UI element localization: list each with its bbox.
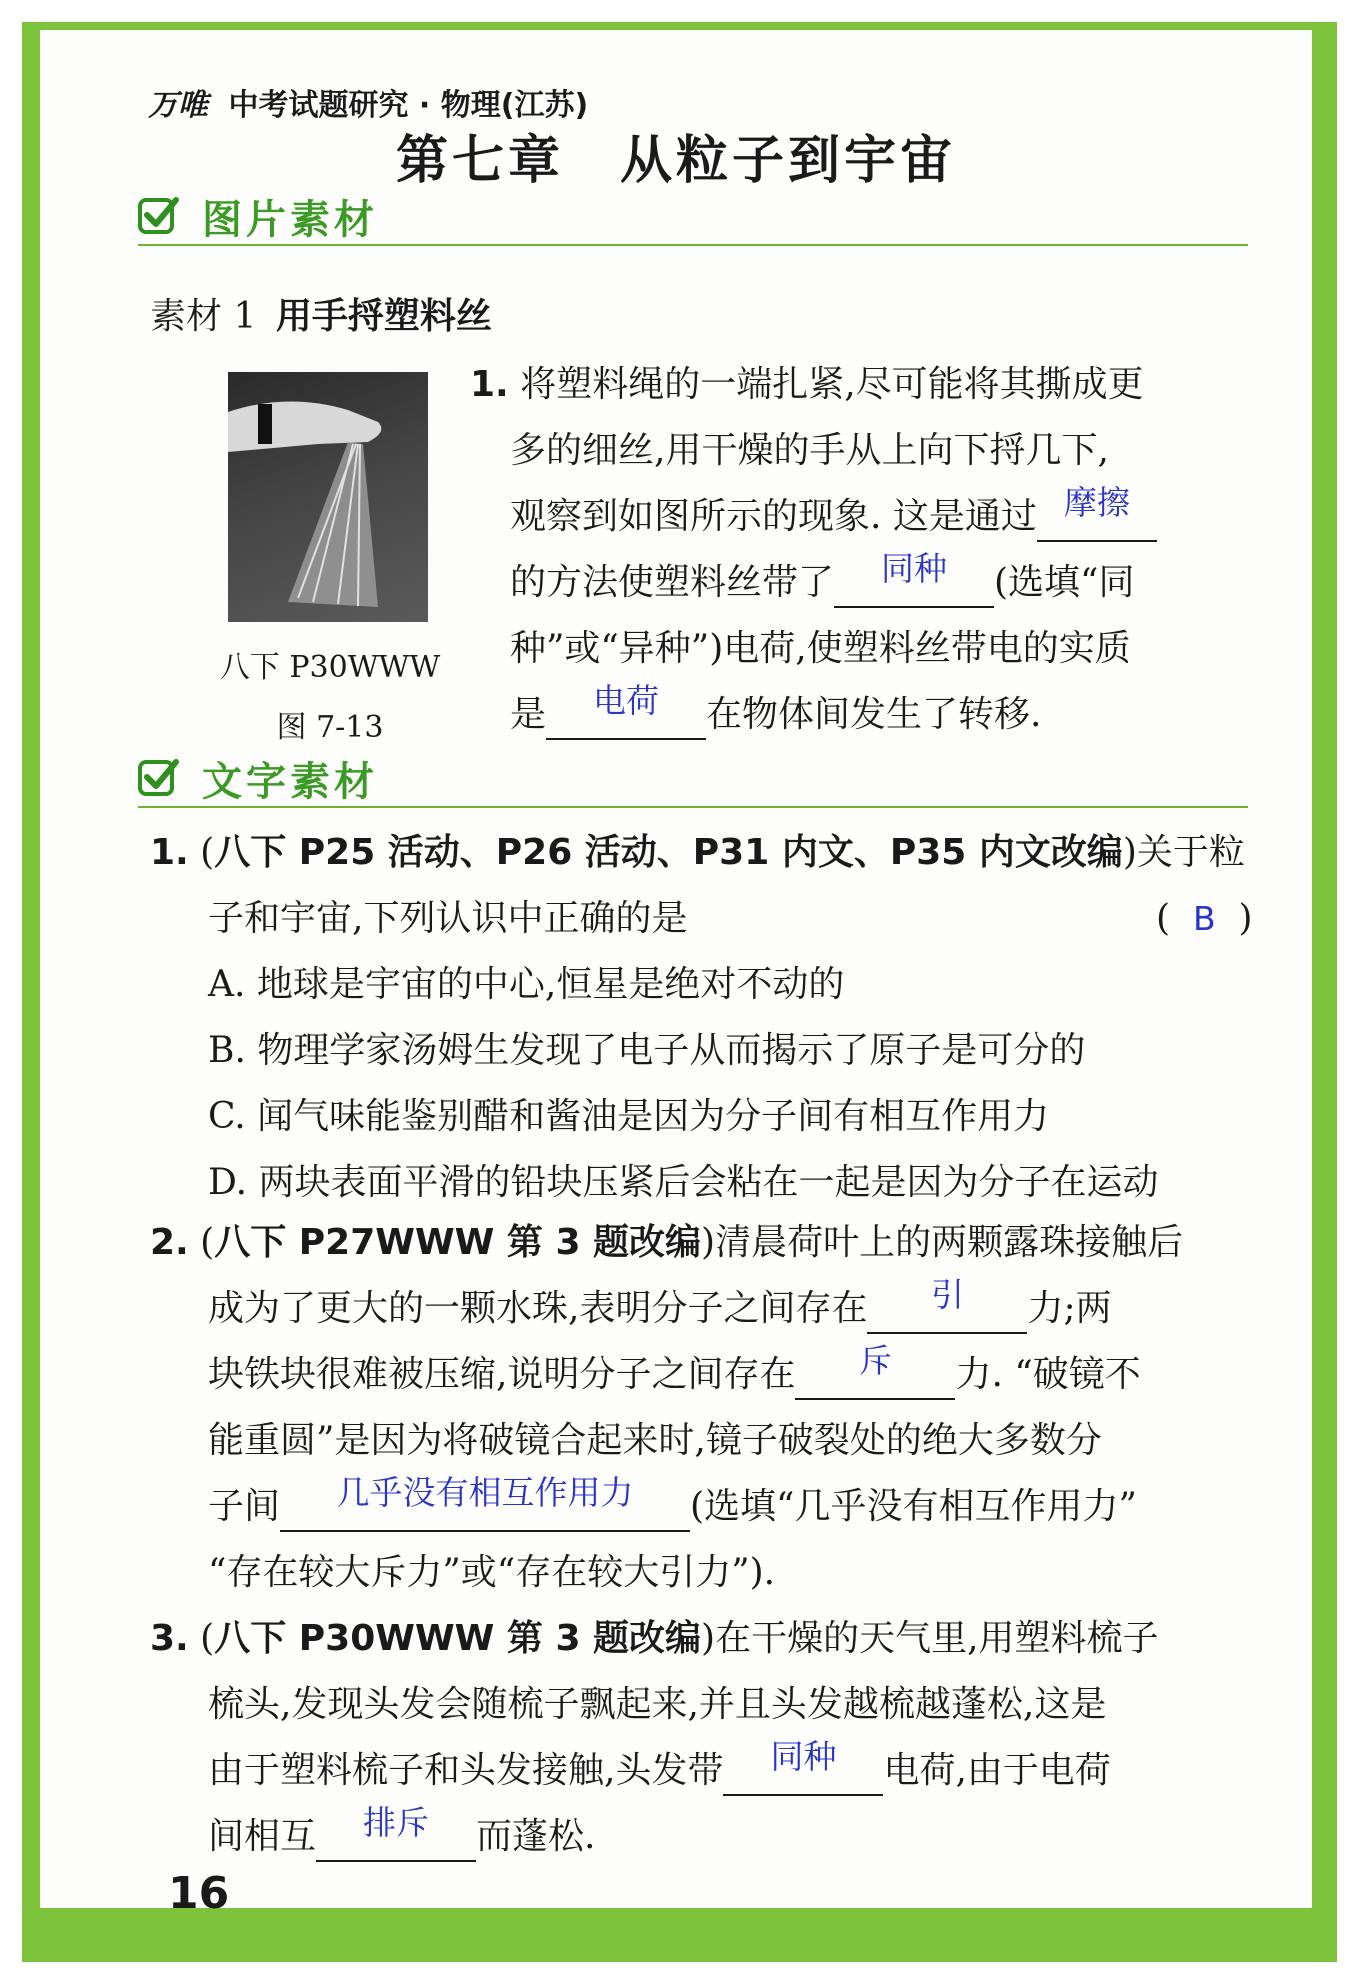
handwritten-answer: 摩擦 xyxy=(1063,483,1130,522)
question-text: (选填“几乎没有相互作用力” xyxy=(690,1486,1137,1527)
question-text: (选填“同 xyxy=(994,562,1135,603)
bracket-open: ( xyxy=(1156,898,1171,939)
material-question-1 xyxy=(470,352,1270,748)
question-text: 力. “破镜不 xyxy=(955,1354,1141,1395)
question-text: 在干燥的天气里,用塑料梳子 xyxy=(715,1618,1159,1659)
section-picture xyxy=(138,188,1248,246)
question-line: 多的细丝,用干燥的手从上向下捋几下, xyxy=(510,430,1109,471)
question-text: 而蓬松. xyxy=(476,1816,596,1857)
answer-blank xyxy=(723,1737,883,1796)
question-1: 1. (八下 P25 活动、P26 活动、P31 内文、P35 内文改编)关于粒 子和宇宙,下列认识中正确的是 ( B ) xyxy=(150,820,1270,952)
checkbox-icon xyxy=(138,756,180,798)
question-text: 在物体间发生了转移. xyxy=(706,694,1042,735)
material-title: 用手捋塑料丝 xyxy=(275,296,492,337)
page-number: 16 xyxy=(168,1868,230,1919)
question-text: 是 xyxy=(510,694,547,735)
question-text: 关于粒 xyxy=(1136,832,1245,873)
handwritten-answer: 几乎没有相互作用力 xyxy=(336,1473,634,1512)
checkbox-icon xyxy=(138,194,180,236)
option-a: A. 地球是宇宙的中心,恒星是绝对不动的 xyxy=(208,964,845,1005)
handwritten-answer: 斥 xyxy=(858,1341,892,1380)
figure-caption: 图 7-13 xyxy=(276,710,384,745)
bracket-close: ) xyxy=(1238,898,1253,939)
section-title: 文字素材 xyxy=(202,759,378,805)
question-line: “存在较大斥力”或“存在较大引力”). xyxy=(208,1552,776,1593)
question-number: 1. xyxy=(150,832,189,873)
handwritten-answer: 同种 xyxy=(881,549,948,588)
question-text: 块铁块很难被压缩,说明分子之间存在 xyxy=(208,1354,796,1395)
brand-logo: 万唯 xyxy=(148,88,208,123)
section-text xyxy=(138,750,1248,808)
handwritten-answer: 排斥 xyxy=(363,1803,430,1842)
question-text: 子间 xyxy=(208,1486,281,1527)
answer-blank xyxy=(1037,483,1157,542)
question-3: 3. (八下 P30WWW 第 3 题改编)在干燥的天气里,用塑料梳子 梳头,发现头发会随梳子飘起来,并且头发越梳越蓬松,这是 由于塑料梳子和头发接触,头发带 同种 电荷,由于电荷 间相互 排斥 而蓬松. xyxy=(150,1606,1270,1870)
option-c: C. 闻气味能鉴别醋和酱油是因为分子间有相互作用力 xyxy=(208,1096,1050,1137)
option-d: D. 两块表面平滑的铅块压紧后会粘在一起是因为分子在运动 xyxy=(208,1162,1159,1203)
question-number: 1. xyxy=(470,364,509,405)
option-b: B. 物理学家汤姆生发现了电子从而揭示了原子是可分的 xyxy=(208,1030,1086,1071)
question-2: 2. (八下 P27WWW 第 3 题改编)清晨荷叶上的两颗露珠接触后 成为了更大的一颗水珠,表明分子之间存在 引 力;两 块铁块很难被压缩,说明分子之间存在 斥 力. “破镜不 能重圆”是因为将破镜合起来时,镜子破裂处的绝大多数分 子间 几乎没有相互作用力 (选填“几乎没有相互作用力” “存在较大斥力”或“存在较大引力”). xyxy=(150,1210,1270,1606)
question-text: 的方法使塑料丝带了 xyxy=(510,562,835,603)
question-text: 成为了更大的一颗水珠,表明分子之间存在 xyxy=(208,1288,868,1329)
question-source: 八下 P30WWW 第 3 题改编 xyxy=(214,1618,702,1659)
handwritten-answer: 电荷 xyxy=(593,681,660,720)
handwritten-answer: B xyxy=(1192,899,1216,938)
question-text: 子和宇宙,下列认识中正确的是 xyxy=(208,898,688,939)
section-title: 图片素材 xyxy=(202,197,378,243)
answer-blank xyxy=(834,549,994,608)
handwritten-answer: 引 xyxy=(930,1275,964,1314)
question-text: 间相互 xyxy=(208,1816,317,1857)
photo-illustration xyxy=(228,372,428,622)
question-line: 种”或“异种”)电荷,使塑料丝带电的实质 xyxy=(510,628,1131,669)
question-text: 清晨荷叶上的两颗露珠接触后 xyxy=(715,1222,1184,1263)
handwritten-answer: 同种 xyxy=(770,1737,837,1776)
question-source: 八下 P27WWW 第 3 题改编 xyxy=(214,1222,702,1263)
question-source: 八下 P25 活动、P26 活动、P31 内文、P35 内文改编 xyxy=(214,832,1123,873)
question-line: 能重圆”是因为将破镜合起来时,镜子破裂处的绝大多数分 xyxy=(208,1420,1102,1461)
material-heading xyxy=(150,288,492,339)
book-title: 中考试题研究 · 物理(江苏) xyxy=(228,88,589,123)
question-text: 观察到如图所示的现象. 这是通过 xyxy=(510,496,1037,537)
answer-blank xyxy=(316,1803,476,1862)
question-text: 力;两 xyxy=(1027,1288,1112,1329)
hand-plastic-strands-photo xyxy=(228,372,428,622)
answer-blank xyxy=(867,1275,1027,1334)
question-number: 3. xyxy=(150,1618,189,1659)
answer-bracket xyxy=(1156,886,1253,952)
question-line: 将塑料绳的一端扎紧,尽可能将其撕成更 xyxy=(520,364,1144,405)
page xyxy=(40,30,1312,1919)
question-number: 2. xyxy=(150,1222,189,1263)
chapter-title: 第七章 从粒子到宇宙 xyxy=(395,131,956,191)
answer-blank xyxy=(546,681,706,740)
answer-blank xyxy=(795,1341,955,1400)
question-text: 由于塑料梳子和头发接触,头发带 xyxy=(208,1750,724,1791)
question-line: 梳头,发现头发会随梳子飘起来,并且头发越梳越蓬松,这是 xyxy=(208,1684,1107,1725)
material-label: 素材 1 xyxy=(150,296,257,337)
answer-blank xyxy=(280,1473,690,1532)
figure-source: 八下 P30WWW xyxy=(219,650,441,685)
question-text: 电荷,由于电荷 xyxy=(883,1750,1111,1791)
